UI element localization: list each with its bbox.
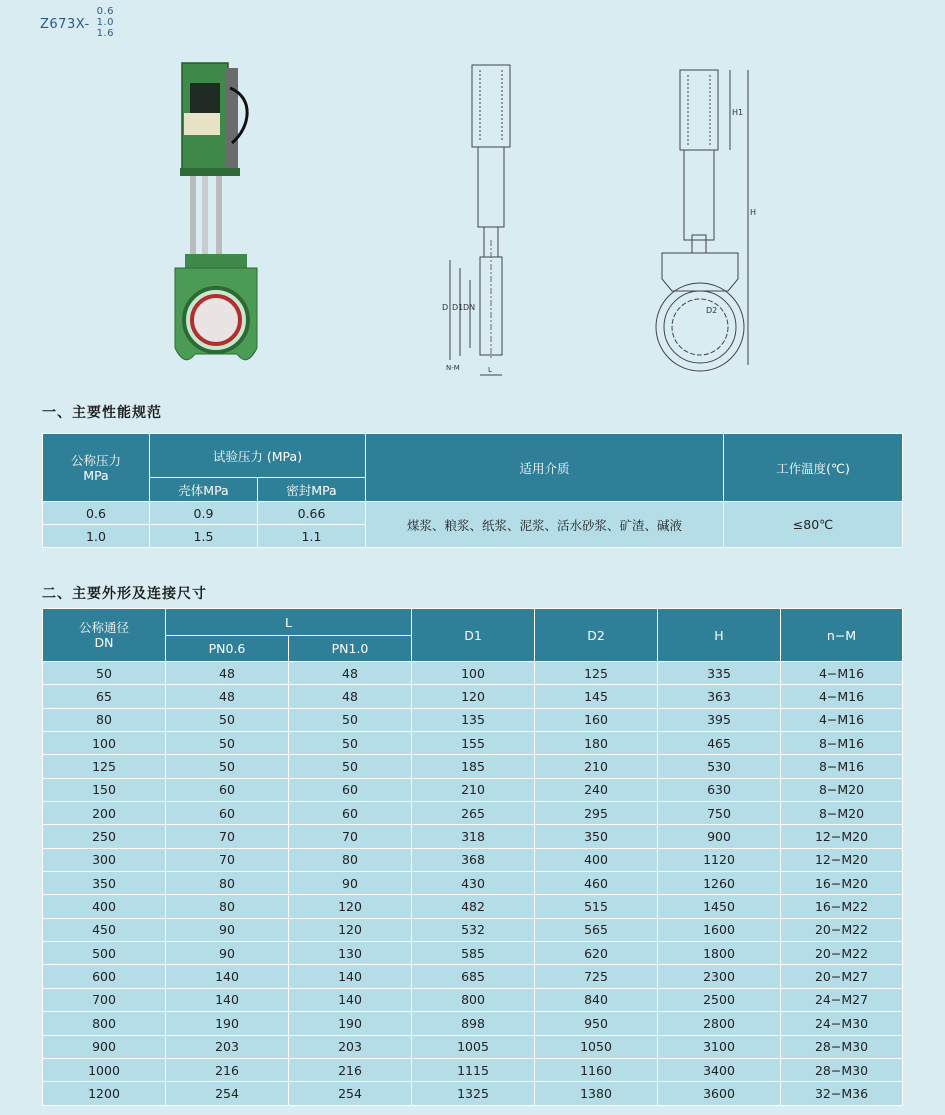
cell-nm: 8−M16 [781,732,903,755]
table-row [43,778,903,801]
table-row [43,1058,903,1081]
header-dn: 公称通径 DN [43,609,166,662]
cell-h: 465 [658,732,781,755]
cell-h: 3400 [658,1058,781,1081]
cell-l-pn06: 60 [166,778,289,801]
cell-dn: 65 [43,685,166,708]
cell-pn: 1.0 [43,525,150,548]
cell-l-pn06: 254 [166,1082,289,1105]
cell-nm: 8−M16 [781,755,903,778]
cell-temperature: ≤80℃ [724,502,903,548]
cell-h: 1600 [658,918,781,941]
model-pressure: 0.6 [96,6,114,17]
cell-d1: 265 [412,802,535,825]
cell-nm: 20−M22 [781,918,903,941]
cell-l-pn06: 190 [166,1012,289,1035]
cell-d2: 840 [535,988,658,1011]
cell-seal: 0.66 [258,502,366,525]
cell-nm: 8−M20 [781,778,903,801]
table-row [43,942,903,965]
cell-d1: 1325 [412,1082,535,1105]
header-h: H [658,609,781,662]
cell-d1: 585 [412,942,535,965]
table-row [43,872,903,895]
cell-l-pn06: 70 [166,825,289,848]
cell-d1: 100 [412,662,535,685]
cell-shell: 0.9 [150,502,258,525]
section2-title: 二、主要外形及连接尺寸 [42,586,207,602]
header-d2: D2 [535,609,658,662]
cell-h: 363 [658,685,781,708]
table-row [43,685,903,708]
header-l: L [166,609,412,636]
cell-l-pn06: 80 [166,872,289,895]
cell-pn: 0.6 [43,502,150,525]
cell-d1: 800 [412,988,535,1011]
table-row [43,1082,903,1105]
label-h1: H1 [732,108,744,117]
cell-l-pn10: 48 [289,685,412,708]
cell-dn: 100 [43,732,166,755]
cell-l-pn06: 48 [166,685,289,708]
cell-l-pn10: 120 [289,895,412,918]
dimensions-table [42,608,903,1106]
cell-l-pn06: 203 [166,1035,289,1058]
cell-nm: 4−M16 [781,662,903,685]
cell-h: 395 [658,708,781,731]
cell-dn: 1000 [43,1058,166,1081]
cell-d1: 898 [412,1012,535,1035]
side-drawing [440,60,540,382]
cell-d2: 565 [535,918,658,941]
cell-l-pn10: 80 [289,848,412,871]
cell-d2: 460 [535,872,658,895]
cell-nm: 24−M27 [781,988,903,1011]
cell-d1: 685 [412,965,535,988]
cell-nm: 12−M20 [781,848,903,871]
cell-nm: 20−M22 [781,942,903,965]
cell-h: 1450 [658,895,781,918]
cell-l-pn10: 90 [289,872,412,895]
cell-l-pn10: 60 [289,802,412,825]
table-row [43,755,903,778]
table-row [43,918,903,941]
cell-l-pn06: 48 [166,662,289,685]
cell-nm: 20−M27 [781,965,903,988]
cell-h: 2300 [658,965,781,988]
label-d1: D1 [452,303,464,312]
cell-d1: 482 [412,895,535,918]
cell-nm: 12−M20 [781,825,903,848]
table-row [43,732,903,755]
table-row [43,1035,903,1058]
cell-d2: 125 [535,662,658,685]
cell-dn: 125 [43,755,166,778]
cell-d1: 155 [412,732,535,755]
cell-shell: 1.5 [150,525,258,548]
cell-h: 1120 [658,848,781,871]
cell-d2: 725 [535,965,658,988]
cell-l-pn10: 216 [289,1058,412,1081]
header-pn10: PN1.0 [289,636,412,662]
cell-d2: 180 [535,732,658,755]
front-drawing [650,65,762,385]
header-nominal-pressure: 公称压力 MPa [43,434,150,502]
cell-dn: 700 [43,988,166,1011]
cell-dn: 150 [43,778,166,801]
cell-h: 1800 [658,942,781,965]
section1-title: 一、主要性能规范 [42,405,162,421]
header-media: 适用介质 [366,434,724,502]
cell-dn: 200 [43,802,166,825]
model-pressure: 1.0 [96,17,114,28]
table-row [43,848,903,871]
label-l: L [488,366,492,374]
cell-nm: 4−M16 [781,685,903,708]
table-row [43,502,903,525]
cell-l-pn06: 50 [166,755,289,778]
cell-d1: 185 [412,755,535,778]
cell-d1: 210 [412,778,535,801]
cell-l-pn10: 254 [289,1082,412,1105]
cell-h: 335 [658,662,781,685]
cell-d2: 240 [535,778,658,801]
cell-d2: 1160 [535,1058,658,1081]
cell-l-pn10: 140 [289,965,412,988]
cell-l-pn06: 216 [166,1058,289,1081]
cell-l-pn10: 50 [289,708,412,731]
cell-d2: 950 [535,1012,658,1035]
cell-l-pn10: 50 [289,732,412,755]
cell-d1: 532 [412,918,535,941]
cell-l-pn06: 70 [166,848,289,871]
cell-l-pn10: 190 [289,1012,412,1035]
header-nm: n−M [781,609,903,662]
header-pn06: PN0.6 [166,636,289,662]
cell-l-pn10: 48 [289,662,412,685]
cell-l-pn10: 70 [289,825,412,848]
cell-d2: 1380 [535,1082,658,1105]
cell-d2: 515 [535,895,658,918]
cell-dn: 250 [43,825,166,848]
cell-nm: 4−M16 [781,708,903,731]
cell-h: 630 [658,778,781,801]
cell-nm: 24−M30 [781,1012,903,1035]
cell-dn: 500 [43,942,166,965]
header-test-pressure: 试验压力 (MPa) [150,434,366,478]
table-row [43,965,903,988]
model-pressure-stack [92,6,114,39]
table-row [43,708,903,731]
model-pressure: 1.6 [96,28,114,39]
cell-d1: 368 [412,848,535,871]
cell-d2: 160 [535,708,658,731]
label-d2: D2 [706,306,718,315]
cell-l-pn06: 90 [166,942,289,965]
cell-h: 1260 [658,872,781,895]
cell-l-pn06: 50 [166,732,289,755]
cell-dn: 800 [43,1012,166,1035]
cell-d2: 1050 [535,1035,658,1058]
cell-l-pn10: 140 [289,988,412,1011]
cell-nm: 16−M22 [781,895,903,918]
cell-d1: 430 [412,872,535,895]
label-nm: N-M [446,364,460,372]
cell-dn: 600 [43,965,166,988]
cell-l-pn06: 140 [166,988,289,1011]
header-temperature: 工作温度(℃) [724,434,903,502]
cell-d1: 1115 [412,1058,535,1081]
model-base: Z673X- [40,17,90,32]
cell-l-pn10: 60 [289,778,412,801]
cell-l-pn10: 50 [289,755,412,778]
cell-dn: 400 [43,895,166,918]
cell-l-pn10: 120 [289,918,412,941]
cell-d2: 620 [535,942,658,965]
valve-photo [160,58,275,370]
table-row [43,988,903,1011]
cell-d2: 210 [535,755,658,778]
table-row [43,662,903,685]
cell-h: 2500 [658,988,781,1011]
header-d1: D1 [412,609,535,662]
cell-dn: 450 [43,918,166,941]
cell-dn: 900 [43,1035,166,1058]
cell-l-pn06: 90 [166,918,289,941]
cell-d1: 120 [412,685,535,708]
cell-nm: 32−M36 [781,1082,903,1105]
cell-h: 530 [658,755,781,778]
cell-d2: 350 [535,825,658,848]
cell-d1: 318 [412,825,535,848]
cell-dn: 80 [43,708,166,731]
cell-nm: 28−M30 [781,1058,903,1081]
table-row [43,825,903,848]
cell-l-pn10: 203 [289,1035,412,1058]
label-d: D [442,303,449,312]
cell-h: 900 [658,825,781,848]
cell-d2: 295 [535,802,658,825]
table-row [43,895,903,918]
cell-d2: 400 [535,848,658,871]
cell-h: 3100 [658,1035,781,1058]
performance-table [42,433,903,548]
cell-h: 750 [658,802,781,825]
cell-nm: 16−M20 [781,872,903,895]
cell-d1: 1005 [412,1035,535,1058]
cell-d1: 135 [412,708,535,731]
cell-l-pn06: 50 [166,708,289,731]
cell-h: 2800 [658,1012,781,1035]
label-dn: DN [463,303,476,312]
cell-nm: 8−M20 [781,802,903,825]
cell-dn: 50 [43,662,166,685]
cell-dn: 1200 [43,1082,166,1105]
cell-seal: 1.1 [258,525,366,548]
table-row [43,1012,903,1035]
cell-l-pn10: 130 [289,942,412,965]
cell-dn: 350 [43,872,166,895]
cell-nm: 28−M30 [781,1035,903,1058]
cell-d2: 145 [535,685,658,708]
cell-dn: 300 [43,848,166,871]
header-shell: 壳体MPa [150,478,258,502]
header-seal: 密封MPa [258,478,366,502]
cell-l-pn06: 60 [166,802,289,825]
table-row [43,802,903,825]
label-h: H [750,208,757,217]
cell-media: 煤浆、粮浆、纸浆、泥浆、活水砂浆、矿渣、碱液 [366,502,724,548]
cell-l-pn06: 80 [166,895,289,918]
cell-l-pn06: 140 [166,965,289,988]
cell-h: 3600 [658,1082,781,1105]
